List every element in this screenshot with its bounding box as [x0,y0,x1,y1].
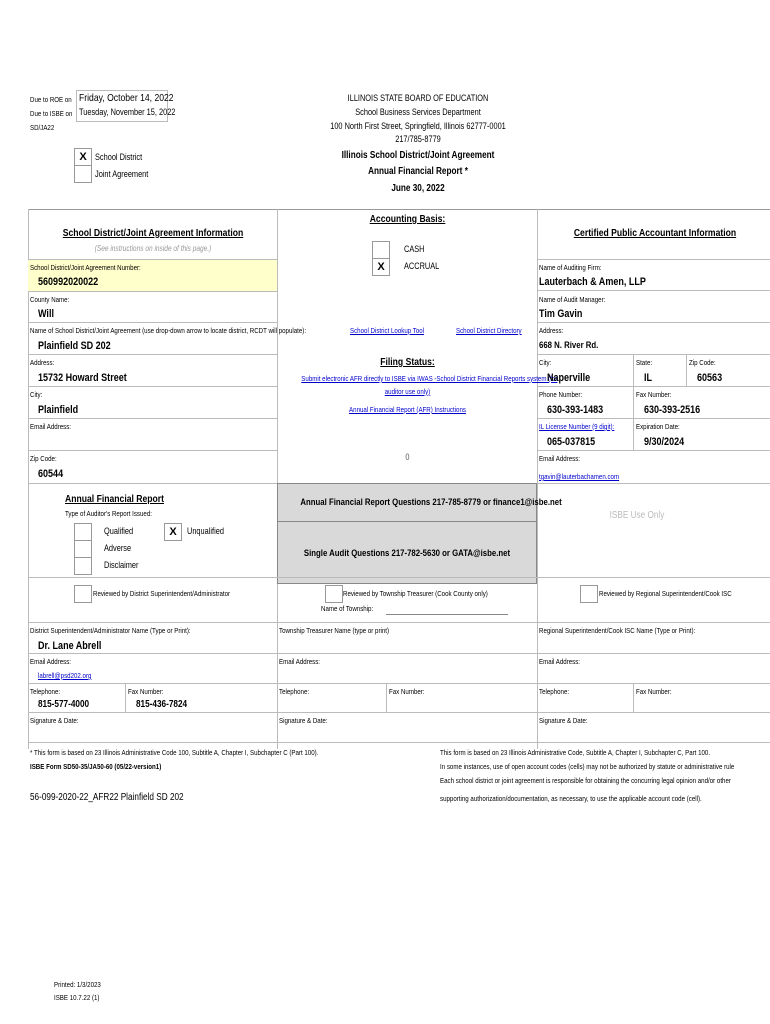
unqualified-label: Unqualified [187,526,224,536]
cpa-fax-label: Fax Number: [636,390,672,399]
cpa-city-value: Naperville [547,372,591,384]
district-lookup-link[interactable]: School District Lookup Tool [350,326,425,335]
school-district-checkbox[interactable]: X [74,148,92,166]
treasurer-telephone-label: Telephone: [279,687,310,696]
firm-label: Name of Auditing Firm: [539,263,602,272]
adverse-label: Adverse [104,543,132,553]
auditor-report-type-label: Type of Auditor's Report Issued: [65,509,152,518]
supt-fax-value: 815-436-7824 [136,699,188,710]
cpa-zip-value: 60563 [697,372,723,384]
manager-label: Name of Audit Manager: [539,295,606,304]
regional-review-label: Reviewed by Regional Superintendent/Cook ISC [599,589,732,598]
supt-telephone-label: Telephone: [30,687,61,696]
firm-value: Lauterbach & Amen, LLP [539,276,646,288]
treasurer-name-label: Township Treasurer Name (type or print) [279,626,390,635]
cpa-address-label: Address: [539,326,564,335]
cpa-email-link[interactable]: tgavin@lauterbachamen.com [539,472,620,481]
agency-name: ILLINOIS STATE BOARD OF EDUCATION [347,93,489,103]
county-value: Will [38,308,54,320]
cpa-state-value: IL [644,372,653,384]
joint-agreement-checkbox[interactable] [74,165,92,183]
agency-address: 100 North First Street, Springfield, Illinois 62777-0001 [330,121,506,131]
school-district-label: School District [95,152,143,162]
iwas-link-line1[interactable]: Submit electronic AFR directly to ISBE via IWAS -School District Financial Reports system (for [301,374,558,383]
supt-name-value: Dr. Lane Abrell [38,640,102,652]
footer-right-2: In some instances, use of open account codes (cells) may not be authorized by statute or administrative rule [440,762,735,771]
due-roe-label: Due to ROE on [30,95,72,104]
district-city-label: City: [30,390,43,399]
district-city-value: Plainfield [38,404,79,416]
district-number-label: School District/Joint Agreement Number: [30,263,141,272]
supt-name-label: District Superintendent/Administrator Name (Type or Print): [30,626,191,635]
treasurer-review-label: Reviewed by Township Treasurer (Cook County only) [343,589,488,598]
cpa-city-label: City: [539,358,552,367]
report-title-1: Illinois School District/Joint Agreement [341,150,495,161]
supt-telephone-value: 815-577-4000 [38,699,90,710]
adverse-checkbox[interactable] [74,540,92,558]
cash-checkbox[interactable] [372,241,390,259]
footer-right-1: This form is based on 23 Illinois Administrative Code, Subtitle A, Chapter I, Subchapter C, Part 100. [440,748,711,757]
treasurer-email-label: Email Address: [279,657,321,666]
supt-review-label: Reviewed by District Superintendent/Administrator [93,589,231,598]
due-isbe-label: Due to ISBE on [30,109,73,118]
district-directory-link[interactable]: School District Directory [456,326,522,335]
regional-name-label: Regional Superintendent/Cook ISC Name (Type or Print): [539,626,696,635]
report-title-2: Annual Financial Report * [368,166,468,177]
supt-email-label: Email Address: [30,657,72,666]
supt-fax-label: Fax Number: [128,687,164,696]
file-name: 56-099-2020-22_AFR22 Plainfield SD 202 [30,792,184,803]
cpa-fax-value: 630-393-2516 [644,404,701,416]
joint-agreement-label: Joint Agreement [95,169,149,179]
treasurer-review-checkbox[interactable] [325,585,343,603]
isbe-code: ISBE 10.7.22 (1) [54,993,100,1002]
department-name: School Business Services Department [355,107,481,117]
cpa-zip-label: Zip Code: [689,358,716,367]
district-zip-value: 60544 [38,468,64,480]
qualified-checkbox[interactable] [74,523,92,541]
due-roe-date: Friday, October 14, 2022 [79,92,174,104]
regional-fax-label: Fax Number: [636,687,672,696]
form-id: ISBE Form SD50-35/JA50-60 (05/22-version1) [30,762,162,771]
regional-signature-label: Signature & Date: [539,716,588,725]
accrual-checkbox[interactable]: X [372,258,390,276]
district-name-value: Plainfield SD 202 [38,340,111,352]
license-number-link[interactable]: IL License Number (9 digit): [539,422,615,431]
district-address-value: 15732 Howard Street [38,372,127,384]
cpa-phone-value: 630-393-1483 [547,404,604,416]
cpa-phone-label: Phone Number: [539,390,583,399]
district-email-label: Email Address: [30,422,72,431]
manager-value: Tim Gavin [539,308,583,320]
supt-email-link[interactable]: labrell@psd202.org [38,671,92,680]
qualified-label: Qualified [104,526,134,536]
cpa-email-label: Email Address: [539,454,581,463]
footer-note: * This form is based on 23 Illinois Administrative Code 100, Subtitle A, Chapter I, Subchapter C (Part 100). [30,748,319,757]
footer-right-3: Each school district or joint agreement is responsible for obtaining the concurring legal opinion and/or other [440,776,731,785]
accrual-label: ACCRUAL [404,261,440,271]
treasurer-fax-label: Fax Number: [389,687,425,696]
afr-instructions-link[interactable]: Annual Financial Report (AFR) Instructions [349,405,466,414]
supt-review-checkbox[interactable] [74,585,92,603]
district-instructions: (See instructions on inside of this page.) [94,244,212,253]
regional-telephone-label: Telephone: [539,687,570,696]
supt-signature-label: Signature & Date: [30,716,79,725]
afr-questions-text: Annual Financial Report Questions 217-785-8779 or finance1@isbe.net [300,497,562,508]
filing-status-title: Filing Status: [380,356,435,368]
district-name-label: Name of School District/Joint Agreement (use drop-down arrow to locate district, RCDT will populate): [30,326,307,335]
district-zip-label: Zip Code: [30,454,57,463]
cash-label: CASH [404,244,425,254]
regional-review-checkbox[interactable] [580,585,598,603]
disclaimer-label: Disclaimer [104,560,139,570]
report-title-3: June 30, 2022 [391,183,445,194]
single-audit-text: Single Audit Questions 217-782-5630 or GATA@isbe.net [303,548,511,559]
cpa-address-value: 668 N. River Rd. [539,340,599,351]
due-isbe-date: Tuesday, November 15, 2022 [79,107,176,117]
township-name-label: Name of Township: [321,604,374,613]
regional-email-label: Email Address: [539,657,581,666]
agency-phone: 217/785-8779 [395,134,441,144]
district-address-label: Address: [30,358,55,367]
disclaimer-checkbox[interactable] [74,557,92,575]
expiration-value: 9/30/2024 [644,436,685,448]
accounting-basis-title: Accounting Basis: [369,213,446,225]
license-number-value: 065-037815 [547,436,596,448]
unqualified-checkbox[interactable]: X [164,523,182,541]
zero-value: 0 [405,452,410,462]
afr-title: Annual Financial Report [65,493,165,505]
county-label: County Name: [30,295,70,304]
isbe-use-only: ISBE Use Only [609,510,665,521]
printed-date: Printed: 1/3/2023 [54,980,101,989]
district-number-value: 560992020022 [38,276,99,288]
cpa-state-label: State: [636,358,653,367]
footer-right-4: supporting authorization/documentation, as necessary, to use the applicable account code (cell). [440,794,702,803]
district-section-title: School District/Joint Agreement Information [62,227,244,239]
cpa-section-title: Certified Public Accountant Information [573,227,737,239]
treasurer-signature-label: Signature & Date: [279,716,328,725]
iwas-link-line2[interactable]: auditor use only) [384,387,431,396]
form-code: SD/JA22 [30,123,55,132]
expiration-label: Expiration Date: [636,422,680,431]
